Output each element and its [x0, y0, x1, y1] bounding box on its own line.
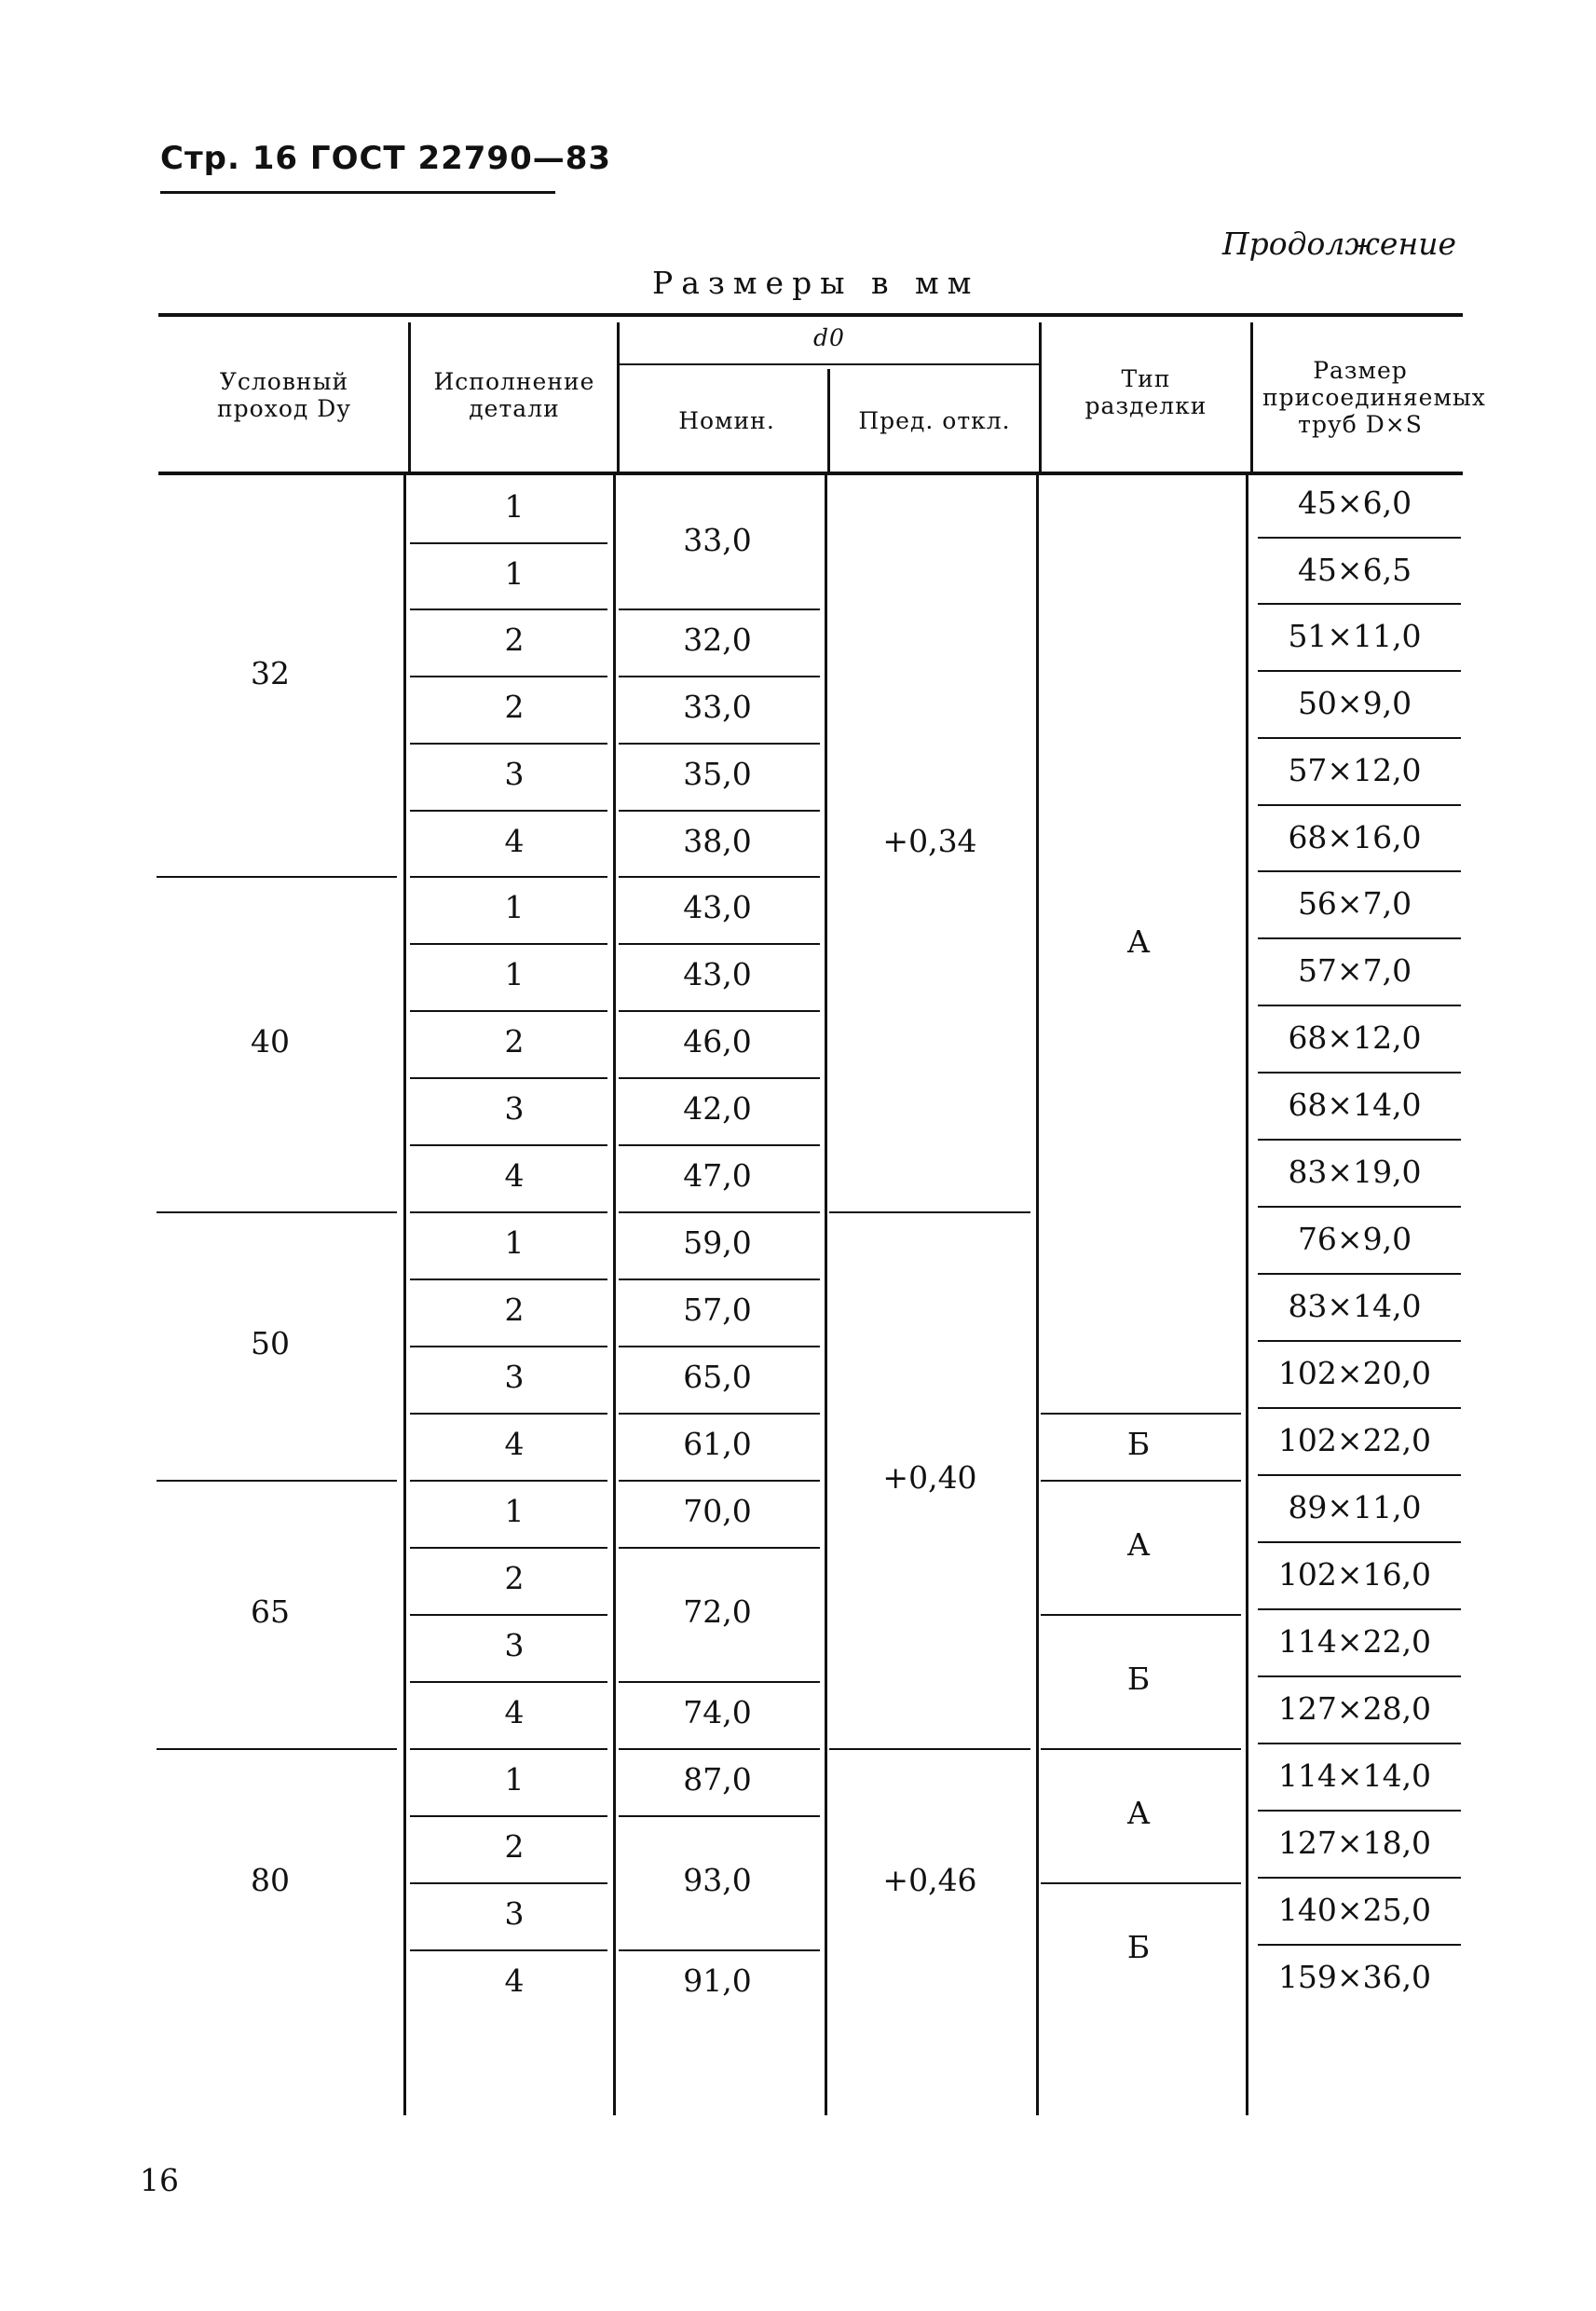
col-header-deviation: Пред. откл.	[858, 407, 1011, 434]
deviation-group-rule	[829, 1211, 1030, 1213]
variant-row-rule	[410, 1882, 607, 1884]
nominal-row-rule	[619, 810, 820, 812]
edge-type-rule	[1041, 1882, 1241, 1884]
variant-row-rule	[410, 1949, 607, 1951]
body-divider-1	[403, 475, 406, 2115]
pipe-size-cell: 127×18,0	[1277, 1825, 1432, 1861]
deviation-cell: +0,34	[882, 823, 977, 859]
pipe-size-cell: 45×6,5	[1297, 551, 1412, 588]
variant-row-rule	[410, 1211, 607, 1213]
edge-type-rule	[1041, 1413, 1241, 1415]
variant-row-rule	[410, 609, 607, 610]
pipe-size-cell: 140×25,0	[1277, 1892, 1432, 1928]
pipe-size-cell: 50×9,0	[1297, 685, 1412, 721]
variant-cell: 1	[504, 956, 525, 992]
body-divider-3	[825, 475, 827, 2115]
variant-row-rule	[410, 1480, 607, 1482]
nominal-d0-cell: 42,0	[683, 1090, 752, 1127]
variant-cell: 2	[504, 622, 525, 658]
nominal-bore-cell: 80	[251, 1862, 290, 1898]
variant-row-rule	[410, 1413, 607, 1415]
variant-cell: 4	[504, 1962, 525, 1999]
body-divider-4	[1036, 475, 1039, 2115]
nominal-row-rule	[619, 1279, 820, 1280]
nominal-bore-cell: 40	[251, 1023, 290, 1060]
pipe-size-cell: 159×36,0	[1277, 1959, 1432, 1995]
pipe-size-cell: 114×14,0	[1277, 1757, 1432, 1794]
pipe-size-cell: 127×28,0	[1277, 1690, 1432, 1727]
variant-cell: 2	[504, 1828, 525, 1865]
nominal-row-rule	[619, 743, 820, 745]
pipe-row-rule	[1258, 1675, 1461, 1677]
variant-cell: 1	[504, 488, 525, 525]
header-divider-1	[408, 322, 411, 472]
nominal-d0-cell: 33,0	[683, 689, 752, 725]
bore-group-rule	[157, 1748, 397, 1750]
nominal-row-rule	[619, 1949, 820, 1951]
d0-group-rule	[620, 363, 1039, 365]
nominal-d0-cell: 72,0	[683, 1593, 752, 1630]
pipe-row-rule	[1258, 603, 1461, 605]
nominal-row-rule	[619, 1010, 820, 1012]
pipe-row-rule	[1258, 1005, 1461, 1006]
nominal-row-rule	[619, 876, 820, 878]
pipe-size-cell: 45×6,0	[1297, 485, 1412, 521]
continuation-label: Продолжение	[1221, 226, 1456, 262]
variant-cell: 2	[504, 1023, 525, 1060]
header-divider-2	[617, 322, 620, 472]
variant-cell: 2	[504, 1292, 525, 1328]
nominal-row-rule	[619, 1346, 820, 1347]
pipe-size-cell: 56×7,0	[1297, 885, 1412, 922]
edge-type-rule	[1041, 1480, 1241, 1482]
page-header: Стр. 16 ГОСТ 22790—83	[160, 140, 612, 177]
variant-cell: 2	[504, 689, 525, 725]
variant-cell: 3	[504, 1627, 525, 1663]
pipe-row-rule	[1258, 1407, 1461, 1409]
pipe-row-rule	[1258, 1743, 1461, 1744]
nominal-d0-cell: 61,0	[683, 1426, 752, 1462]
nominal-d0-cell: 47,0	[683, 1157, 752, 1194]
nominal-d0-cell: 33,0	[683, 521, 752, 558]
variant-row-rule	[410, 1614, 607, 1616]
deviation-cell: +0,46	[882, 1862, 977, 1898]
variant-row-rule	[410, 876, 607, 878]
nominal-row-rule	[619, 1077, 820, 1079]
header-underline	[160, 191, 555, 194]
variant-row-rule	[410, 542, 607, 544]
pipe-size-cell: 102×16,0	[1277, 1556, 1432, 1593]
nominal-d0-cell: 32,0	[683, 622, 752, 658]
variant-row-rule	[410, 1748, 607, 1750]
variant-cell: 4	[504, 1694, 525, 1730]
nominal-d0-cell: 74,0	[683, 1694, 752, 1730]
pipe-row-rule	[1258, 537, 1461, 539]
pipe-size-cell: 68×12,0	[1288, 1019, 1422, 1056]
variant-row-rule	[410, 1144, 607, 1146]
col-header-pipe-size: Размер присоединяемых труб D×S	[1262, 357, 1486, 438]
pipe-size-cell: 114×22,0	[1277, 1623, 1432, 1660]
nominal-d0-cell: 70,0	[683, 1493, 752, 1529]
variant-row-rule	[410, 810, 607, 812]
body-divider-2	[613, 475, 616, 2115]
pipe-size-cell: 57×12,0	[1288, 752, 1422, 788]
variant-row-rule	[410, 1077, 607, 1079]
nominal-row-rule	[619, 1547, 820, 1549]
nominal-row-rule	[619, 676, 820, 677]
pipe-row-rule	[1258, 1810, 1461, 1812]
nominal-d0-cell: 91,0	[683, 1962, 752, 1999]
nominal-bore-cell: 65	[251, 1593, 290, 1630]
pipe-row-rule	[1258, 937, 1461, 939]
variant-cell: 1	[504, 554, 525, 592]
pipe-size-cell: 57×7,0	[1297, 952, 1412, 989]
table-top-rule	[158, 313, 1463, 317]
header-divider-4	[1039, 322, 1042, 472]
variant-cell: 1	[504, 1493, 525, 1529]
variant-row-rule	[410, 676, 607, 677]
variant-cell: 3	[504, 756, 525, 792]
variant-cell: 2	[504, 1560, 525, 1596]
variant-row-rule	[410, 743, 607, 745]
pipe-row-rule	[1258, 1206, 1461, 1208]
pipe-size-cell: 68×14,0	[1288, 1087, 1422, 1123]
variant-cell: 3	[504, 1090, 525, 1127]
nominal-row-rule	[619, 1413, 820, 1415]
nominal-d0-cell: 43,0	[683, 889, 752, 925]
edge-type-cell: А	[1126, 1526, 1151, 1563]
edge-type-cell: А	[1126, 923, 1151, 960]
nominal-d0-cell: 65,0	[683, 1359, 752, 1395]
pipe-size-cell: 76×9,0	[1297, 1221, 1412, 1257]
deviation-group-rule	[829, 1748, 1030, 1750]
col-header-variant: Исполнение детали	[433, 368, 595, 422]
variant-cell: 1	[504, 1761, 525, 1798]
header-divider-5	[1250, 322, 1253, 472]
pipe-row-rule	[1258, 737, 1461, 739]
col-header-nominal-bore: Условный проход Dу	[217, 368, 351, 422]
variant-row-rule	[410, 1815, 607, 1817]
pipe-size-cell: 89×11,0	[1288, 1489, 1422, 1525]
units-caption: Размеры в мм	[652, 265, 980, 301]
pipe-row-rule	[1258, 1139, 1461, 1141]
pipe-size-cell: 102×22,0	[1277, 1422, 1432, 1458]
pipe-size-cell: 68×16,0	[1288, 818, 1422, 855]
pipe-row-rule	[1258, 1273, 1461, 1275]
nominal-d0-cell: 35,0	[683, 756, 752, 792]
variant-cell: 1	[504, 889, 525, 925]
variant-row-rule	[410, 943, 607, 945]
nominal-d0-cell: 87,0	[683, 1761, 752, 1798]
nominal-row-rule	[619, 1681, 820, 1683]
col-header-edge-type: Тип разделки	[1084, 365, 1207, 419]
edge-type-cell: Б	[1126, 1661, 1151, 1697]
variant-cell: 4	[504, 1157, 525, 1194]
nominal-row-rule	[619, 1748, 820, 1750]
pipe-row-rule	[1258, 1474, 1461, 1476]
nominal-d0-cell: 38,0	[683, 822, 752, 859]
nominal-d0-cell: 59,0	[683, 1224, 752, 1261]
pipe-row-rule	[1258, 1340, 1461, 1342]
variant-row-rule	[410, 1681, 607, 1683]
nominal-d0-cell: 93,0	[683, 1862, 752, 1898]
variant-row-rule	[410, 1010, 607, 1012]
pipe-row-rule	[1258, 1541, 1461, 1543]
edge-type-cell: Б	[1126, 1929, 1151, 1965]
variant-cell: 3	[504, 1359, 525, 1395]
pipe-row-rule	[1258, 1608, 1461, 1610]
nominal-row-rule	[619, 1480, 820, 1482]
pipe-size-cell: 83×14,0	[1288, 1288, 1422, 1324]
page-number: 16	[140, 2162, 179, 2198]
nominal-row-rule	[619, 1815, 820, 1817]
pipe-row-rule	[1258, 804, 1461, 806]
header-bottom-rule	[158, 472, 1463, 475]
pipe-row-rule	[1258, 670, 1461, 672]
nominal-row-rule	[619, 1144, 820, 1146]
header-divider-3	[827, 369, 830, 472]
nominal-row-rule	[619, 943, 820, 945]
bore-group-rule	[157, 1480, 397, 1482]
nominal-row-rule	[619, 609, 820, 610]
variant-row-rule	[410, 1346, 607, 1347]
nominal-d0-cell: 43,0	[683, 956, 752, 992]
nominal-d0-cell: 57,0	[683, 1292, 752, 1328]
edge-type-cell: А	[1126, 1795, 1151, 1831]
variant-cell: 4	[504, 1426, 525, 1462]
pipe-row-rule	[1258, 1072, 1461, 1073]
col-header-d0: d0	[813, 324, 845, 351]
bore-group-rule	[157, 1211, 397, 1213]
deviation-cell: +0,40	[882, 1459, 977, 1496]
edge-type-cell: Б	[1126, 1426, 1151, 1462]
variant-cell: 1	[504, 1224, 525, 1261]
pipe-row-rule	[1258, 870, 1461, 872]
variant-row-rule	[410, 1547, 607, 1549]
nominal-bore-cell: 50	[251, 1325, 290, 1361]
body-divider-5	[1246, 475, 1248, 2115]
nominal-row-rule	[619, 1211, 820, 1213]
variant-cell: 3	[504, 1895, 525, 1932]
nominal-bore-cell: 32	[251, 655, 290, 691]
pipe-size-cell: 51×11,0	[1288, 618, 1422, 654]
nominal-d0-cell: 46,0	[683, 1023, 752, 1060]
edge-type-rule	[1041, 1614, 1241, 1616]
edge-type-rule	[1041, 1748, 1241, 1750]
pipe-row-rule	[1258, 1944, 1461, 1946]
variant-cell: 4	[504, 822, 525, 859]
pipe-size-cell: 83×19,0	[1288, 1154, 1422, 1190]
variant-row-rule	[410, 1279, 607, 1280]
pipe-row-rule	[1258, 1877, 1461, 1879]
bore-group-rule	[157, 876, 397, 878]
pipe-size-cell: 102×20,0	[1277, 1355, 1432, 1391]
col-header-nominal: Номин.	[678, 407, 775, 434]
